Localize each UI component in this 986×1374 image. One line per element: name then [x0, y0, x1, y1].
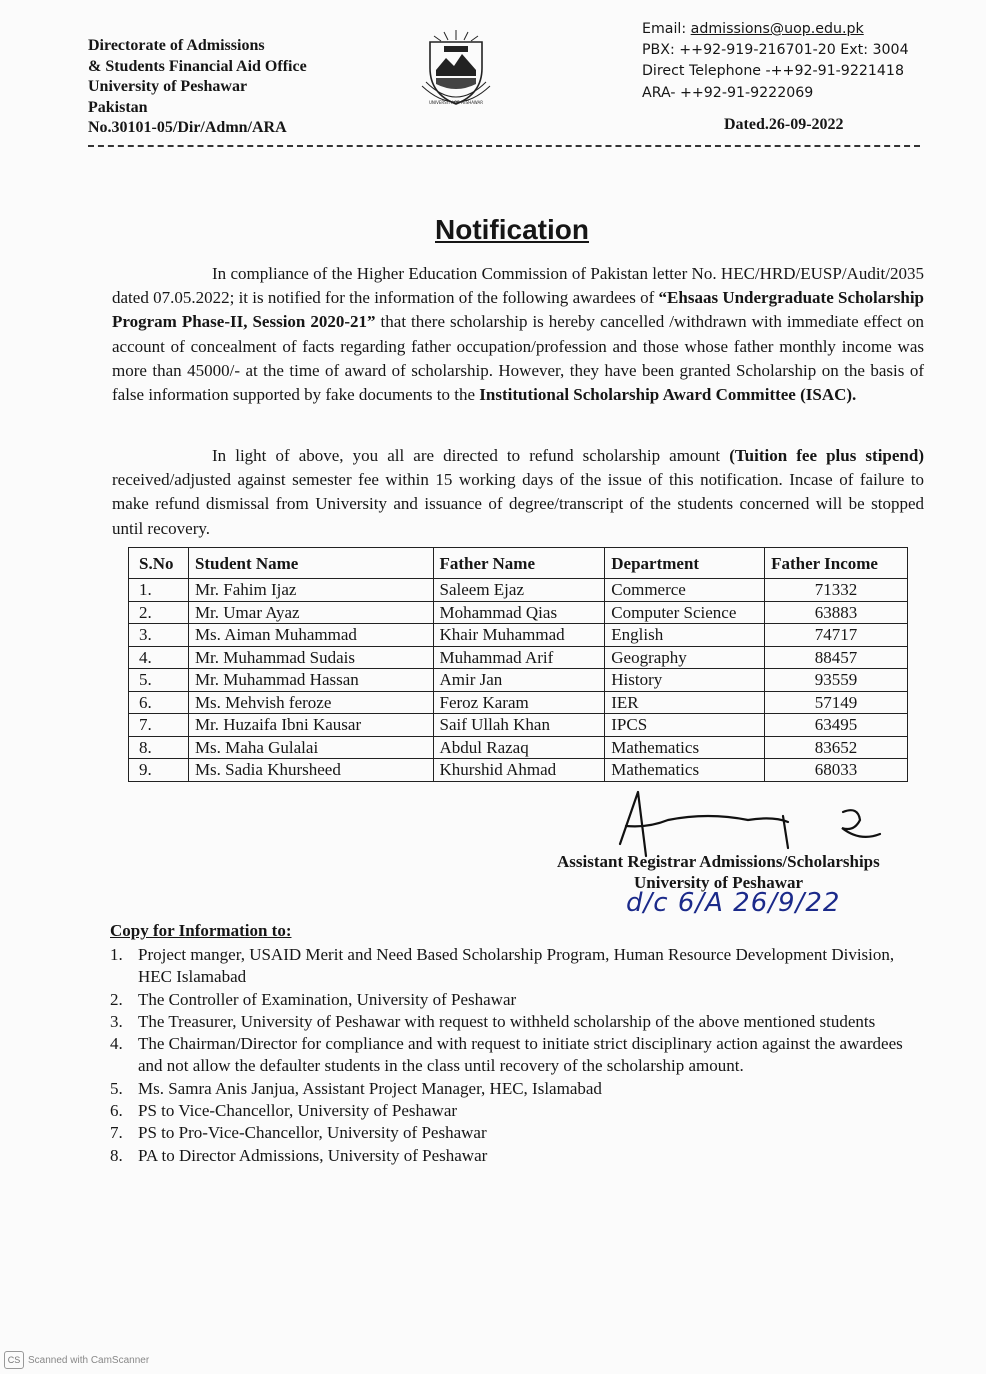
email-label: Email:	[642, 21, 691, 37]
list-item	[110, 1011, 922, 1033]
cell-student-name: Mr. Huzaifa Ibni Kausar	[188, 714, 433, 737]
cell-student-name: Mr. Muhammad Sudais	[188, 646, 433, 669]
camscanner-icon: CS	[4, 1351, 24, 1369]
handwritten-note: d/c 6/A 26/9/22	[626, 888, 841, 918]
col-header-father-income: Father Income	[765, 548, 908, 579]
cell-sno: 4.	[129, 646, 189, 669]
list-item	[110, 989, 922, 1011]
office-address	[88, 36, 307, 139]
list-item	[110, 1100, 922, 1122]
date-line: Dated.26-09-2022	[724, 116, 844, 133]
item-text: The Chairman/Director for compliance and with request to initiate strict disciplinary action against the awardees and not allow the defaulter students in the class until recovery of the scholarship amount.	[138, 1034, 903, 1076]
cell-department: English	[605, 624, 765, 647]
logo-text: UNIVERSITY OF PESHAWAR	[429, 100, 483, 105]
col-header-father-name: Father Name	[433, 548, 605, 579]
cell-father-name: Amir Jan	[433, 669, 605, 692]
para2-text-2: received/adjusted against semester fee within 15 working days of the issue of this notification. Incase of failure to make refund dismissal from University and issuance of degree/transcript of the students concerned will be stopped until recovery.	[112, 470, 924, 538]
cell-department: Mathematics	[605, 759, 765, 782]
item-number: 8.	[110, 1145, 123, 1165]
cell-father-name: Khurshid Ahmad	[433, 759, 605, 782]
para1-text-2: that there scholarship is hereby cancelled /withdrawn with immediate effect on account of concealment of facts regarding father occupation/profession and those whose father monthly income was more than 45000/- at the time of award of scholarship. However, they have been granted Scholarship on the basis of false information supported by fake documents to the	[112, 312, 924, 405]
cell-sno: 1.	[129, 579, 189, 602]
table-row	[129, 624, 908, 647]
cell-father-income: 93559	[765, 669, 908, 692]
cell-father-name: Mohammad Qias	[433, 601, 605, 624]
pbx-line: PBX: ++92-919-216701-20 Ext: 3004	[642, 42, 909, 59]
office-line: University of Peshawar	[88, 78, 248, 96]
item-number: 4.	[110, 1034, 123, 1054]
cell-department: Commerce	[605, 579, 765, 602]
cell-student-name: Mr. Fahim Ijaz	[188, 579, 433, 602]
cell-student-name: Ms. Maha Gulalai	[188, 736, 433, 759]
ara-line: ARA- ++92-91-9222069	[642, 84, 814, 101]
cell-student-name: Ms. Mehvish feroze	[188, 691, 433, 714]
list-item	[110, 1078, 922, 1100]
cell-sno: 3.	[129, 624, 189, 647]
table-row	[129, 601, 908, 624]
office-line: Pakistan	[88, 98, 148, 116]
item-number: 3.	[110, 1011, 123, 1031]
item-number: 5.	[110, 1078, 123, 1098]
item-text: The Controller of Examination, University of Peshawar	[138, 989, 517, 1009]
cell-sno: 9.	[129, 759, 189, 782]
list-item	[110, 1122, 922, 1144]
cell-department: History	[605, 669, 765, 692]
cell-student-name: Ms. Aiman Muhammad	[188, 624, 433, 647]
cell-student-name: Ms. Sadia Khursheed	[188, 759, 433, 782]
list-item	[110, 1033, 922, 1078]
cell-sno: 8.	[129, 736, 189, 759]
cell-father-income: 57149	[765, 691, 908, 714]
cell-department: IPCS	[605, 714, 765, 737]
refund-scope: (Tuition fee plus stipend)	[729, 446, 924, 465]
table-header-row	[129, 548, 908, 579]
committee-name: Institutional Scholarship Award Committee (ISAC).	[479, 385, 857, 405]
col-header-department: Department	[605, 548, 765, 579]
para1-text: In compliance of the Higher Education Commission of Pakistan letter No. HEC/HRD/EUSP/Audit/2035 dated 07.05.2022; it is notified for the information of the following awardees of	[112, 264, 924, 308]
cell-student-name: Mr. Muhammad Hassan	[188, 669, 433, 692]
para2-text: In light of above, you all are directed to refund scholarship amount	[212, 446, 730, 465]
cell-father-name: Muhammad Arif	[433, 646, 605, 669]
cell-father-income: 83652	[765, 736, 908, 759]
cell-department: IER	[605, 691, 765, 714]
cell-father-name: Saleem Ejaz	[433, 579, 605, 602]
cell-father-income: 88457	[765, 646, 908, 669]
table-row	[129, 759, 908, 782]
email-link[interactable]: admissions@uop.edu.pk	[690, 21, 864, 37]
item-text: The Treasurer, University of Peshawar with request to withheld scholarship of the above mentioned students	[138, 1011, 876, 1031]
signatory-title: Assistant Registrar Admissions/Scholarships	[557, 852, 880, 871]
cell-father-income: 63883	[765, 601, 908, 624]
table-row	[129, 714, 908, 737]
body-paragraph-2	[112, 444, 924, 541]
university-logo	[414, 28, 498, 112]
cell-father-name: Feroz Karam	[433, 691, 605, 714]
cell-sno: 6.	[129, 691, 189, 714]
office-line: & Students Financial Aid Office	[88, 57, 307, 75]
item-number: 6.	[110, 1101, 123, 1121]
col-header-student-name: Student Name	[188, 548, 433, 579]
cell-father-name: Khair Muhammad	[433, 624, 605, 647]
body-paragraph-1	[112, 262, 924, 407]
signatory-organization: University of Peshawar	[634, 873, 804, 892]
cell-father-income: 71332	[765, 579, 908, 602]
cell-sno: 5.	[129, 669, 189, 692]
header-divider	[88, 145, 920, 147]
copy-list	[110, 944, 922, 1167]
cell-sno: 7.	[129, 714, 189, 737]
direct-phone-line: Direct Telephone -++92-91-9221418	[642, 63, 904, 80]
notification-title: Notification	[435, 214, 589, 245]
cell-department: Mathematics	[605, 736, 765, 759]
cell-department: Computer Science	[605, 601, 765, 624]
cell-sno: 2.	[129, 601, 189, 624]
email-line	[642, 19, 909, 40]
table-row	[129, 669, 908, 692]
office-line: Directorate of Admissions	[88, 37, 265, 54]
table-row	[129, 579, 908, 602]
item-text: Ms. Samra Anis Janjua, Assistant Project Manager, HEC, Islamabad	[138, 1078, 602, 1098]
awardees-table	[128, 547, 908, 782]
cell-student-name: Mr. Umar Ayaz	[188, 601, 433, 624]
cell-father-name: Saif Ullah Khan	[433, 714, 605, 737]
cell-department: Geography	[605, 646, 765, 669]
item-text: PS to Pro-Vice-Chancellor, University of Peshawar	[138, 1123, 487, 1143]
col-header-sno: S.No	[129, 548, 189, 579]
cell-father-income: 63495	[765, 714, 908, 737]
list-item	[110, 944, 922, 989]
copy-heading: Copy for Information to:	[110, 921, 292, 940]
table-row	[129, 736, 908, 759]
cell-father-income: 68033	[765, 759, 908, 782]
reference-number: No.30101-05/Dir/Admn/ARA	[88, 119, 287, 137]
item-text: PA to Director Admissions, University of Peshawar	[138, 1145, 488, 1165]
cell-father-income: 74717	[765, 624, 908, 647]
item-text: PS to Vice-Chancellor, University of Peshawar	[138, 1101, 458, 1121]
item-number: 7.	[110, 1123, 123, 1143]
scanner-watermark	[4, 1351, 149, 1369]
scanner-text: Scanned with CamScanner	[28, 1354, 150, 1366]
item-number: 2.	[110, 989, 123, 1009]
list-item	[110, 1145, 922, 1167]
contact-block	[642, 19, 909, 104]
table-row	[129, 646, 908, 669]
table-row	[129, 691, 908, 714]
item-text: Project manger, USAID Merit and Need Based Scholarship Program, Human Resource Development Division, HEC Islamabad	[138, 945, 895, 987]
program-name: “Ehsaas Undergraduate Scholarship Program Phase-II, Session 2020-21”	[112, 288, 925, 332]
cell-father-name: Abdul Razaq	[433, 736, 605, 759]
item-number: 1.	[110, 945, 123, 964]
